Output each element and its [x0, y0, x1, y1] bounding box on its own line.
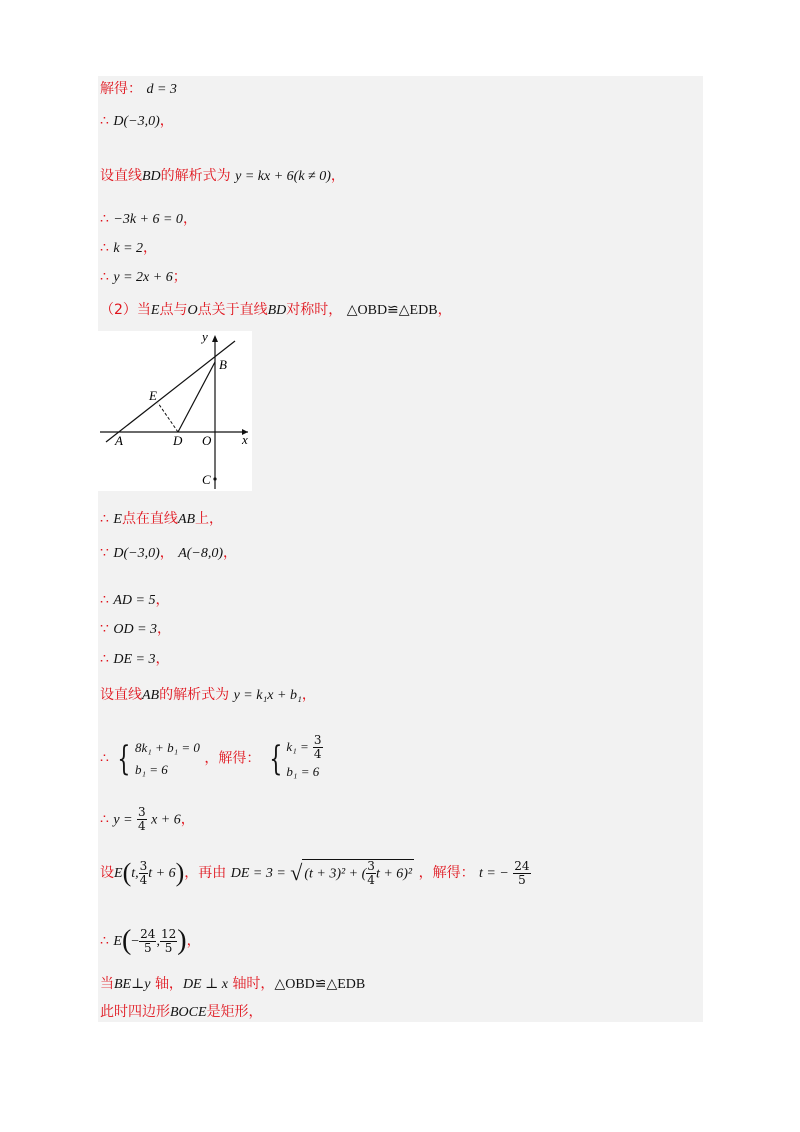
line-solve-d — [100, 78, 177, 98]
fraction — [137, 806, 147, 833]
paren-right: ) — [177, 925, 187, 956]
denominator: 4 — [139, 872, 148, 887]
denominator: 4 — [367, 872, 375, 887]
line-set-ab — [100, 684, 316, 704]
math-congruent-triangles: △OBD≌△EDB — [346, 303, 438, 318]
fraction — [160, 928, 177, 955]
because-symbol: ∵ — [100, 621, 109, 637]
comma: , — [156, 934, 160, 949]
line-part2 — [100, 299, 452, 319]
math-t-plus-6: t + 6 — [148, 866, 176, 881]
punctuation: ， — [143, 240, 158, 256]
math-b1-eq: b₁ = 6 — [286, 764, 320, 779]
punctuation: ， — [155, 651, 170, 667]
text-set-line: 设直线 — [100, 168, 142, 184]
math-k-value: k = 2 — [113, 241, 144, 256]
denominator: 5 — [518, 872, 526, 887]
math-t-eq: t = − — [479, 866, 509, 881]
label-c: C — [202, 472, 211, 487]
text-set-line: 设直线 — [100, 687, 142, 703]
denominator: 5 — [164, 940, 173, 955]
math-bd-result: y = 2x + 6 — [113, 270, 173, 285]
text-axis-when: 轴时， — [232, 976, 275, 992]
denominator: 4 — [138, 819, 146, 833]
solution-system — [286, 734, 322, 783]
line-set-bd — [100, 165, 345, 185]
math-ad: AD = 5 — [113, 593, 156, 608]
fraction — [139, 928, 156, 955]
punctuation: ， — [180, 811, 195, 828]
math-bd: BD — [267, 303, 287, 318]
therefore-symbol: ∴ — [100, 511, 109, 527]
label-b: B — [219, 357, 227, 372]
paren-right: ) — [175, 858, 185, 887]
math-point-d: D(−3,0) — [113, 546, 160, 561]
math-o: O — [187, 303, 198, 318]
math-eq2: b₁ = 6 — [135, 761, 168, 777]
line-system — [100, 734, 323, 783]
punctuation: ， — [301, 687, 316, 703]
line-k-value — [100, 237, 157, 257]
label-o: O — [202, 433, 212, 448]
fraction — [139, 860, 149, 887]
coordinate-figure — [98, 331, 252, 491]
math-y-eq: y = — [113, 812, 133, 828]
paren-left: ( — [121, 925, 132, 956]
text-part2-when: （2）当 — [100, 302, 151, 318]
text-solve-label: ，解得： — [418, 865, 475, 881]
math-boce: BOCE — [170, 1005, 207, 1020]
text-set: 设 — [100, 865, 114, 881]
punctuation: ， — [330, 168, 345, 184]
label-e: E — [149, 388, 157, 403]
text-symmetric-when: 对称时， — [286, 302, 343, 318]
label-a: A — [115, 433, 123, 448]
point-c — [213, 477, 216, 480]
punctuation: ， — [186, 933, 201, 949]
math-sqrt-part1: (t + 3)² + ( — [304, 866, 367, 881]
math-congruent-triangles: △OBD≌△EDB — [274, 977, 366, 992]
line-e-on-ab — [100, 508, 223, 528]
line-de-dashed — [158, 403, 178, 432]
math-de-eq: DE = 3 = — [230, 866, 286, 881]
text-on: 上， — [195, 511, 224, 527]
text-point-and: 点与 — [159, 302, 188, 318]
line-bd-result — [100, 266, 187, 286]
equation-system — [135, 737, 200, 781]
fraction — [366, 860, 376, 887]
text-axis: 轴， — [154, 976, 183, 992]
therefore-symbol: ∴ — [100, 113, 109, 129]
text-solve-label: ，解得： — [204, 750, 261, 767]
math-be-perp-y: BE⊥y — [114, 977, 151, 992]
text-expression-is: 的解析式为 — [159, 687, 230, 703]
text-quadrilateral: 此时四边形 — [100, 1004, 170, 1020]
sqrt-symbol: √ — [290, 860, 303, 885]
line-ab — [106, 341, 235, 442]
label-x: x — [242, 432, 248, 447]
numerator: 3 — [138, 805, 146, 819]
math-k-equation: −3k + 6 = 0 — [113, 212, 183, 227]
text-expression-is: 的解析式为 — [160, 168, 231, 184]
text-then-by: ，再由 — [184, 865, 227, 881]
math-t-comma: t, — [131, 866, 139, 881]
math-e: E — [113, 934, 122, 949]
punctuation: ； — [172, 269, 187, 285]
math-e: E — [150, 303, 160, 318]
numerator: 3 — [139, 858, 148, 873]
punctuation: ， — [223, 545, 238, 561]
therefore-symbol: ∴ — [100, 750, 109, 767]
line-ab-result — [100, 806, 195, 833]
math-ab: AB — [142, 688, 160, 703]
therefore-symbol: ∴ — [100, 933, 109, 949]
math-point-a: A(−8,0) — [178, 546, 224, 561]
text-when: 当 — [100, 976, 114, 992]
numerator: 3 — [313, 733, 322, 747]
math-ab: AB — [177, 512, 196, 527]
line-e-result — [100, 925, 201, 957]
fraction — [513, 860, 530, 887]
numerator: 24 — [140, 926, 156, 941]
line-od — [100, 618, 171, 638]
punctuation: ， — [182, 211, 197, 227]
math-eq1: 8k₁ + b₁ = 0 — [135, 739, 200, 755]
punctuation: ， — [155, 592, 170, 608]
line-rectangle — [100, 1001, 263, 1021]
math-e: E — [114, 866, 123, 881]
math-x-plus-6: x + 6 — [151, 812, 181, 828]
text-solve-label: 解得： — [100, 81, 142, 97]
brace-symbol: { — [269, 738, 283, 779]
math-od: OD = 3 — [113, 622, 158, 637]
therefore-symbol: ∴ — [100, 211, 109, 227]
punctuation: ， — [159, 545, 174, 561]
minus-sign: − — [131, 934, 140, 949]
line-eq-k — [100, 208, 197, 228]
math-d-eq: d = 3 — [146, 82, 177, 97]
text-is-rectangle: 是矩形， — [206, 1004, 263, 1020]
line-when-be — [100, 973, 365, 993]
line-ad — [100, 589, 169, 609]
math-point-d: D(−3,0) — [113, 114, 160, 129]
label-y: y — [202, 331, 208, 344]
y-axis-arrow — [212, 335, 218, 342]
therefore-symbol: ∴ — [100, 651, 109, 667]
math-bd-equation: y = kx + 6(k ≠ 0) — [235, 169, 331, 184]
math-k1-eq: k₁ = — [286, 739, 309, 754]
therefore-symbol: ∴ — [100, 592, 109, 608]
paren-left: ( — [122, 858, 132, 887]
math-de-perp-x: DE ⊥ x — [182, 977, 228, 992]
sqrt-content — [302, 859, 414, 887]
therefore-symbol: ∴ — [100, 269, 109, 285]
math-sqrt-part2: t + 6)² — [375, 866, 413, 881]
numerator: 12 — [160, 926, 177, 941]
line-bd — [178, 362, 215, 432]
brace-symbol: { — [117, 738, 131, 779]
denominator: 5 — [143, 940, 152, 955]
punctuation: ， — [159, 113, 174, 129]
fraction — [313, 734, 323, 761]
text-symmetric-line: 点关于直线 — [197, 302, 268, 318]
numerator: 3 — [367, 858, 375, 873]
math-e: E — [113, 512, 122, 527]
line-point-d — [100, 110, 174, 130]
label-d: D — [173, 433, 183, 448]
numerator: 24 — [514, 858, 530, 873]
denominator: 4 — [313, 747, 322, 761]
math-de: DE = 3 — [113, 652, 156, 667]
therefore-symbol: ∴ — [100, 240, 109, 256]
math-ab-equation: y = k₁x + b₁ — [233, 688, 302, 703]
line-points-da — [100, 542, 237, 562]
punctuation: ， — [437, 302, 452, 318]
therefore-symbol: ∴ — [100, 811, 109, 828]
punctuation: ， — [157, 621, 172, 637]
line-set-e — [100, 858, 531, 888]
line-de — [100, 648, 169, 668]
math-bd: BD — [142, 169, 161, 184]
because-symbol: ∵ — [100, 545, 109, 561]
text-point-on-line: 点在直线 — [121, 511, 178, 527]
figure-svg — [98, 331, 252, 491]
